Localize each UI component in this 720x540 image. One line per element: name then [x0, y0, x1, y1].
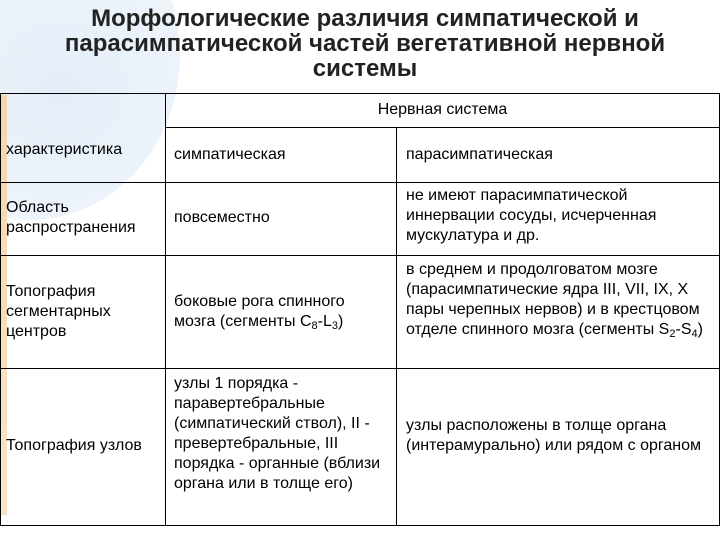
parasympathetic-centers-text: в среднем и продолговатом мозге (парасимпатические ядра III, VII, IX, X пары черепных нервов) и в крестцовом отделе спинного мозга (сегменты S [406, 261, 700, 338]
row-characteristic: Топография сегментарных центров [6, 283, 111, 340]
closing-paren: ) [338, 313, 344, 330]
subscript: 8 [311, 320, 318, 332]
row-parasympathetic: узлы расположены в толще органа (интерамурально) или рядом с органом [406, 417, 701, 454]
row-parasympathetic [406, 260, 711, 344]
table-column-divider [165, 93, 166, 526]
range-separator: -S [675, 321, 692, 338]
row-parasympathetic: не имеют парасимпатической иннервации сосуды, исчерченная мускулатура и др. [406, 187, 657, 244]
table-border-bottom [0, 525, 720, 526]
row-sympathetic: повсеместно [174, 209, 270, 226]
table-header-divider [165, 127, 720, 128]
subscript: 2 [669, 328, 676, 340]
row-characteristic: Топография узлов [6, 437, 142, 454]
sympathetic-centers-text: боковые рога спинного мозга (сегменты C [174, 293, 345, 330]
row-sympathetic [174, 292, 379, 336]
table-row-divider [0, 255, 720, 256]
table-row-divider [0, 182, 720, 183]
row-characteristic: Область распространения [6, 199, 136, 236]
header-characteristic: характеристика [6, 141, 123, 158]
closing-paren: ) [697, 321, 703, 338]
slide-title: Морфологические различия симпатической и парасимпатической частей вегетативной нервной системы [64, 5, 666, 82]
group-header: Нервная система [377, 101, 508, 118]
row-sympathetic: узлы 1 порядка - паравертебральные (симпатический ствол), II - превертебральные, III порядка - органные (вблизи органа или в толще его) [174, 375, 381, 492]
header-sympathetic: симпатическая [174, 146, 286, 163]
header-parasympathetic: парасимпатическая [406, 146, 553, 163]
range-separator: -L [317, 313, 332, 330]
subscript: 3 [331, 320, 338, 332]
table-border-top [0, 93, 720, 94]
table-row-divider [0, 368, 720, 369]
subscript: 4 [691, 328, 698, 340]
table-column-divider [396, 127, 397, 526]
table-border-left [0, 93, 1, 526]
